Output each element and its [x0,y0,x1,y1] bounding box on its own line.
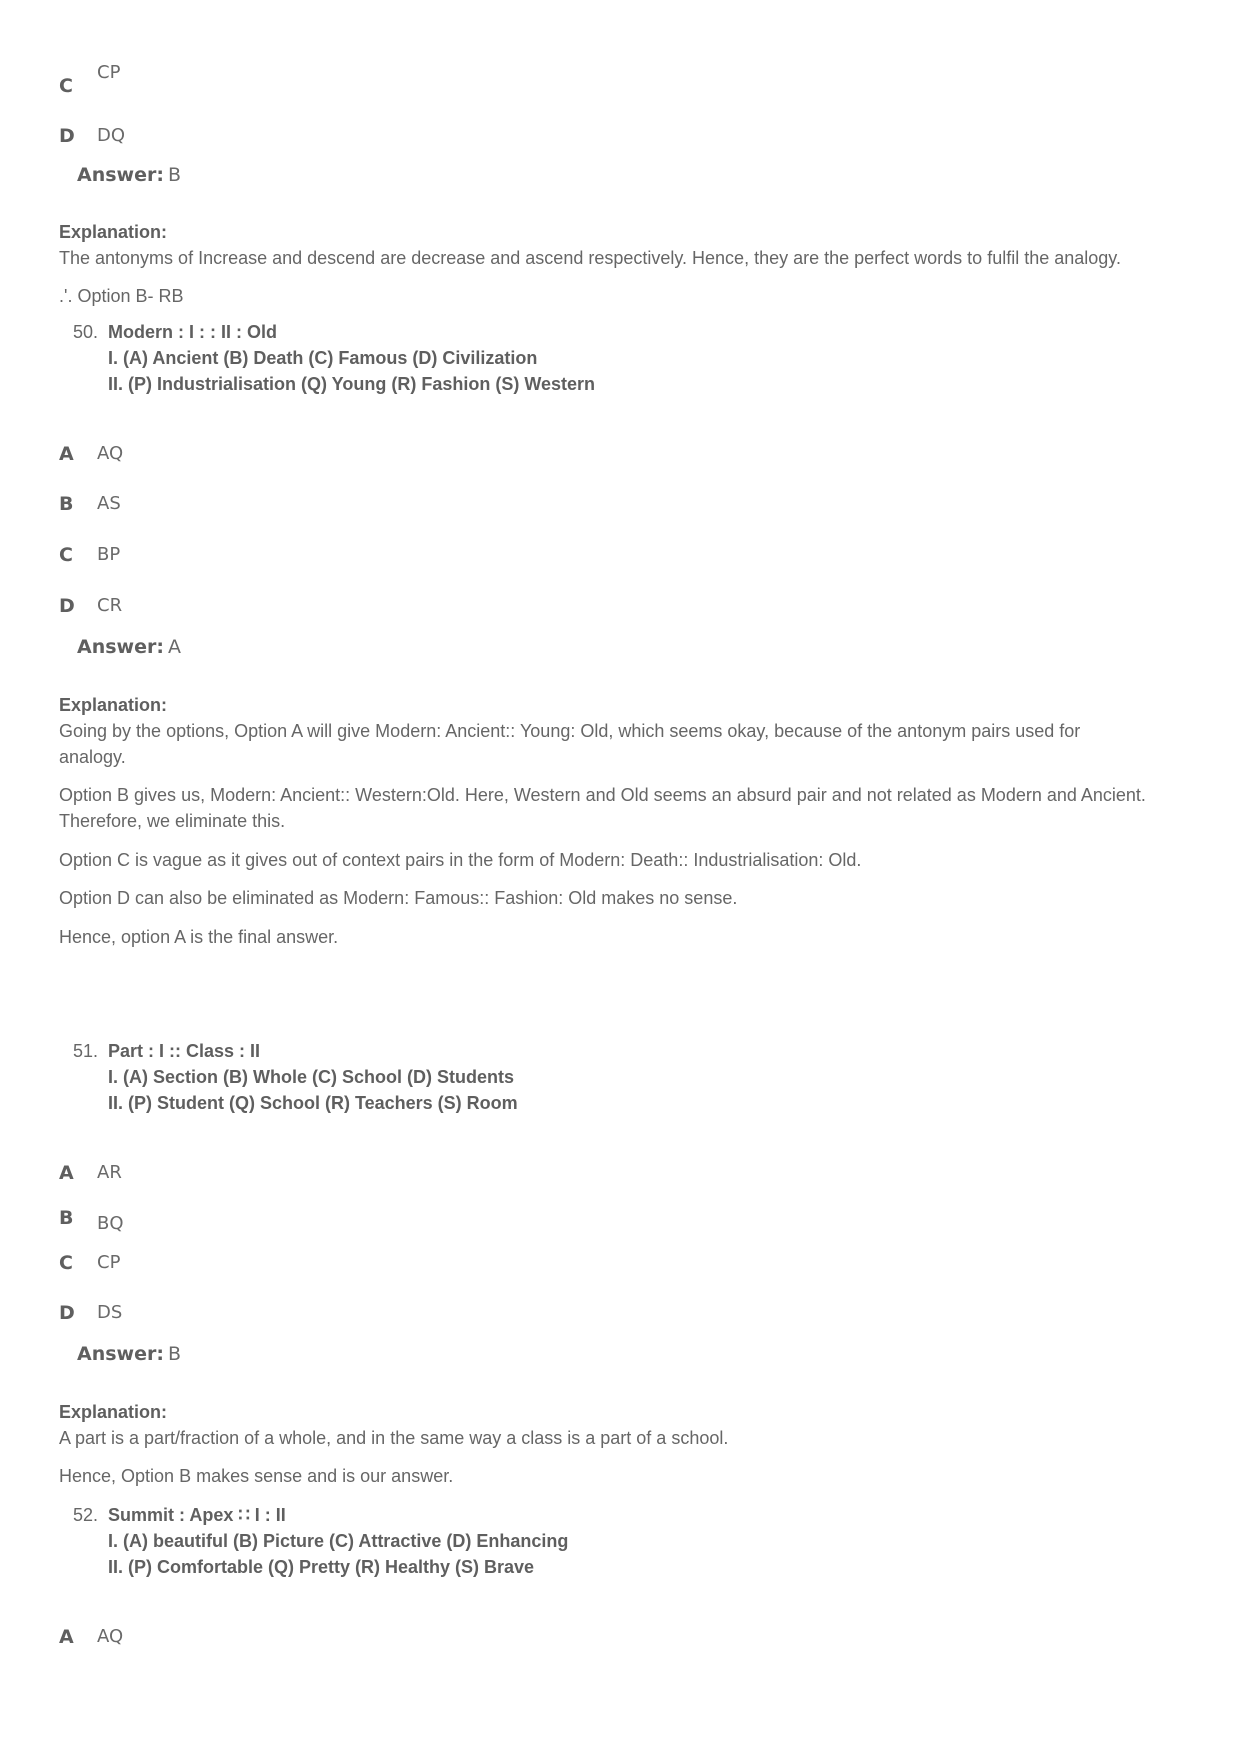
option-text-d: CR [97,595,123,616]
option-letter-b: B [59,493,74,515]
option-text-c: CP [97,62,121,83]
option-text-b: AS [97,493,121,514]
option-text-b: BQ [97,1213,124,1234]
option-letter-c: C [59,75,73,97]
explanation-text: Hence, option A is the final answer. [59,927,339,947]
answer-label: Answer: [77,164,164,186]
question-line-2: II. (P) Comfortable (Q) Pretty (R) Healthy (S) Brave [108,1557,535,1577]
question-number: 52. [73,1505,99,1525]
option-letter-b: B [59,1207,74,1229]
question-line-1: I. (A) Ancient (B) Death (C) Famous (D) Civilization [108,348,538,368]
explanation-label: Explanation: [59,222,168,242]
option-letter-a: A [59,1162,74,1184]
explanation-label: Explanation: [59,695,168,715]
question-title: Modern : I : : II : Old [108,322,277,342]
option-letter-c: C [59,544,73,566]
option-letter-c: C [59,1252,73,1274]
option-text-a: AQ [97,1626,124,1647]
question-number: 50. [73,322,99,342]
explanation-text: analogy. [59,747,126,767]
answer-label: Answer: [77,1343,164,1365]
option-text-d: DS [97,1302,123,1323]
question-line-1: I. (A) beautiful (B) Picture (C) Attractive (D) Enhancing [108,1531,569,1551]
explanation-text: Option C is vague as it gives out of context pairs in the form of Modern: Death:: Industrialisation: Old. [59,850,862,870]
question-line-2: II. (P) Industrialisation (Q) Young (R) Fashion (S) Western [108,374,596,394]
explanation-text: Going by the options, Option A will give Modern: Ancient:: Young: Old, which seems okay, because of the antonym pairs used for [59,721,1081,741]
option-text-d: DQ [97,125,126,146]
option-letter-a: A [59,1626,74,1648]
question-line-2: II. (P) Student (Q) School (R) Teachers (S) Room [108,1093,518,1113]
option-text-a: AR [97,1162,122,1183]
explanation-label: Explanation: [59,1402,168,1422]
option-letter-d: D [59,595,75,617]
option-text-c: BP [97,544,121,565]
explanation-text: The antonyms of Increase and descend are decrease and ascend respectively. Hence, they are the perfect words to fulfil the analogy. [59,248,1121,268]
explanation-text: Hence, Option B makes sense and is our answer. [59,1466,454,1486]
explanation-text: Option B gives us, Modern: Ancient:: Western:Old. Here, Western and Old seems an absurd pair and not related as Modern and Ancient. [59,785,1146,805]
option-letter-d: D [59,125,75,147]
question-title: Summit : Apex ∷ I : II [108,1505,286,1525]
explanation-text: .'. Option B- RB [59,286,184,306]
question-title: Part : I :: Class : II [108,1041,261,1061]
answer-value: B [168,164,182,186]
option-letter-d: D [59,1302,75,1324]
explanation-text: Option D can also be eliminated as Modern: Famous:: Fashion: Old makes no sense. [59,888,738,908]
option-text-c: CP [97,1252,121,1273]
answer-label: Answer: [77,636,164,658]
question-number: 51. [73,1041,99,1061]
answer-value: B [168,1343,182,1365]
option-letter-a: A [59,443,74,465]
answer-value: A [168,636,181,658]
option-text-a: AQ [97,443,124,464]
explanation-text: A part is a part/fraction of a whole, and in the same way a class is a part of a school. [59,1428,729,1448]
explanation-text: Therefore, we eliminate this. [59,811,286,831]
question-line-1: I. (A) Section (B) Whole (C) School (D) Students [108,1067,514,1087]
